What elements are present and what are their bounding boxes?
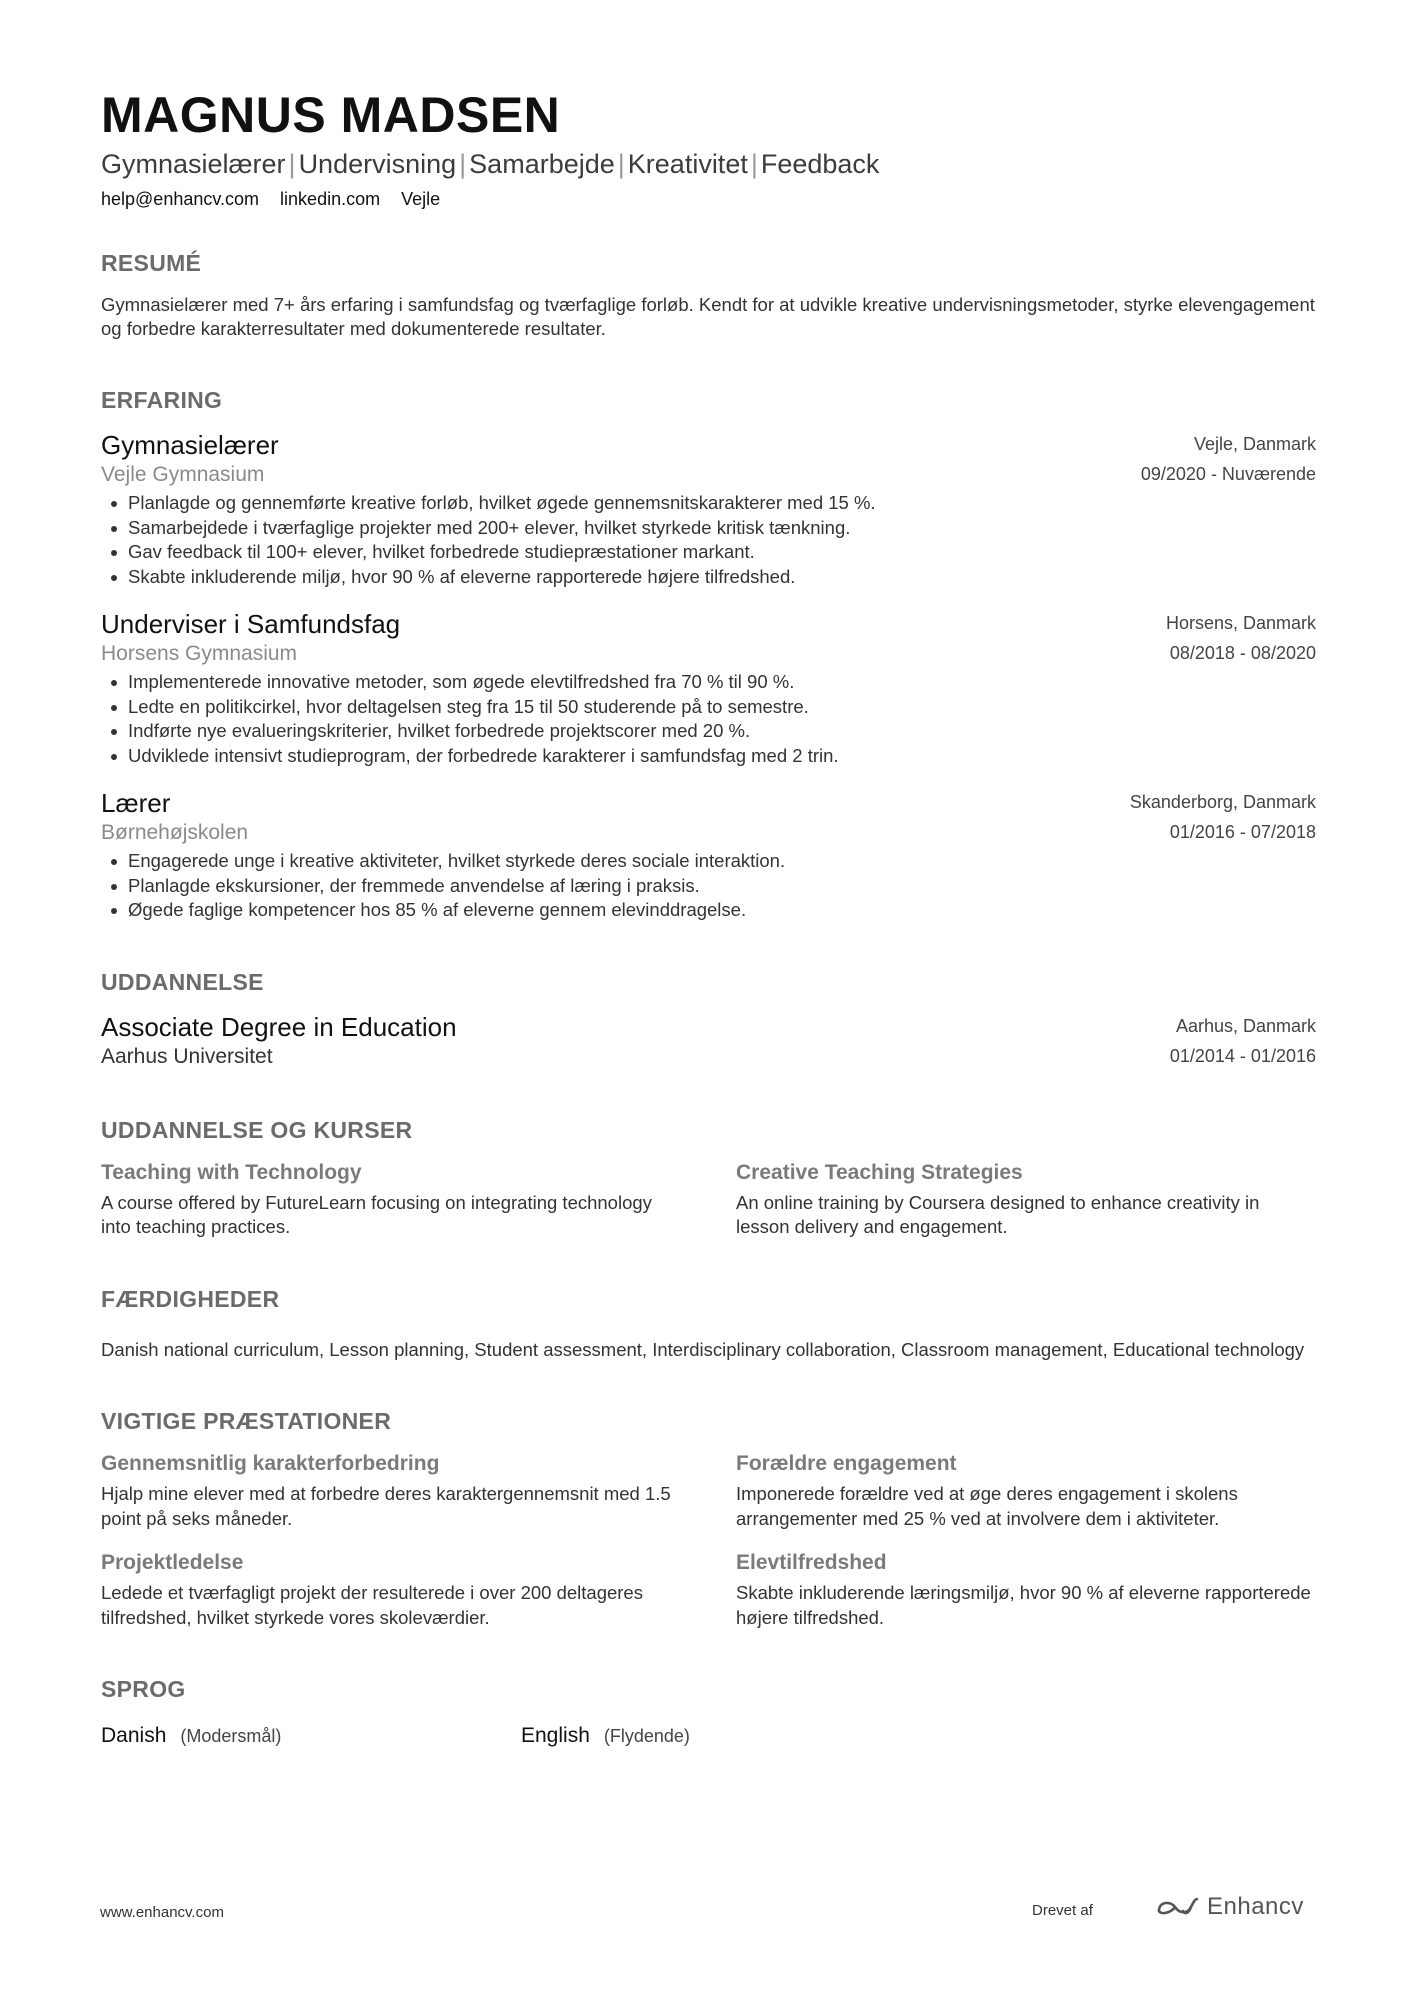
job-meta xyxy=(1141,429,1316,489)
languages-section xyxy=(101,1674,1316,1750)
education-meta xyxy=(1170,1011,1316,1071)
footer-powered-by: Drevet af xyxy=(1032,1902,1093,1919)
section-title: ERFARING xyxy=(101,387,223,413)
course-title: Teaching with Technology xyxy=(101,1160,362,1184)
skills-list: Danish national curriculum, Lesson planning, Student assessment, Interdisciplinary collaboration, Classroom management, Educational technology xyxy=(101,1338,1305,1360)
bullet-item: Skabte inkluderende miljø, hvor 90 % af eleverne rapporterede højere tilfredshed. xyxy=(101,565,1316,590)
job-dates: 09/2020 - Nuværende xyxy=(1140,464,1316,484)
achievement-item xyxy=(101,1549,681,1630)
education-entry xyxy=(101,1011,1316,1071)
job-company: Horsens Gymnasium xyxy=(101,642,298,665)
tagline-separator: | xyxy=(750,149,758,179)
job-location: Vejle, Danmark xyxy=(1193,434,1316,454)
bullet-item: Planlagde ekskursioner, der fremmede anvendelse af læring i praksis. xyxy=(101,874,1316,899)
enhancv-logo-text: Enhancv xyxy=(1207,1893,1304,1920)
tagline-item: Feedback xyxy=(760,149,880,179)
achievement-description: Hjalp mine elever med at forbedre deres karaktergennemsnit med 1.5 point på seks måneder. xyxy=(101,1483,671,1529)
job-dates: 08/2018 - 08/2020 xyxy=(1169,643,1316,663)
achievement-item xyxy=(101,1450,681,1531)
skills-section xyxy=(101,1284,1316,1363)
tagline-separator: | xyxy=(459,149,467,179)
course-item xyxy=(736,1159,1316,1240)
tagline-separator: | xyxy=(617,149,625,179)
course-title: Creative Teaching Strategies xyxy=(736,1160,1023,1184)
achievement-title: Gennemsnitlig karakterforbedring xyxy=(101,1452,440,1475)
bullet-item: Gav feedback til 100+ elever, hvilket forbedrede studiepræstationer markant. xyxy=(101,540,1316,565)
tagline-item: Samarbejde xyxy=(469,149,615,179)
linkedin-link[interactable]: linkedin.com xyxy=(280,189,381,209)
achievement-title: Forældre engagement xyxy=(736,1452,957,1475)
achievements-section xyxy=(101,1406,1316,1630)
tagline-item: Undervisning xyxy=(298,149,457,179)
bullet-item: Indførte nye evalueringskriterier, hvilket forbedrede projektscorer med 20 %. xyxy=(101,719,1316,744)
resume-page xyxy=(101,84,1316,1750)
section-title: VIGTIGE PRÆSTATIONER xyxy=(101,1408,392,1434)
bullet-item: Engagerede unge i kreative aktiviteter, hvilket styrkede deres sociale interaktion. xyxy=(101,849,1316,874)
language-item xyxy=(101,1722,521,1750)
tagline xyxy=(101,146,1316,182)
education-section xyxy=(101,967,1316,1071)
job-entry xyxy=(101,787,1316,923)
language-level: (Modersmål) xyxy=(180,1726,282,1746)
job-location: Skanderborg, Danmark xyxy=(1129,792,1316,812)
bullet-item: Øgede faglige kompetencer hos 85 % af eleverne gennem elevinddragelse. xyxy=(101,898,1316,923)
courses-grid xyxy=(101,1159,1316,1240)
job-dates: 01/2016 - 07/2018 xyxy=(1169,822,1316,842)
contact-info xyxy=(101,186,1316,212)
job-title: Underviser i Samfundsfag xyxy=(101,609,401,639)
section-title: FÆRDIGHEDER xyxy=(101,1285,280,1312)
job-meta xyxy=(1130,787,1316,847)
job-company: Børnehøjskolen xyxy=(101,821,249,844)
job-company: Vejle Gymnasium xyxy=(101,463,265,486)
job-location: Horsens, Danmark xyxy=(1165,613,1316,633)
course-description: An online training by Coursera designed to enhance creativity in lesson delivery and engagement. xyxy=(736,1191,1260,1237)
footer-url[interactable]: www.enhancv.com xyxy=(100,1904,224,1921)
bullet-item: Udviklede intensivt studieprogram, der forbedrede karakterer i samfundsfag med 2 trin. xyxy=(101,744,1316,769)
achievement-description: Skabte inkluderende læringsmiljø, hvor 90 % af eleverne rapporterede højere tilfredshed. xyxy=(736,1582,1311,1628)
email-link[interactable]: help@enhancv.com xyxy=(101,189,260,209)
job-entry xyxy=(101,608,1316,768)
achievement-item xyxy=(736,1549,1316,1630)
job-meta xyxy=(1166,608,1316,668)
section-title: SPROG xyxy=(101,1676,186,1702)
achievement-title: Projektledelse xyxy=(101,1551,244,1574)
tagline-item: Gymnasielærer xyxy=(101,149,286,179)
achievement-description: Ledede et tværfagligt projekt der resulterede i over 200 deltageres tilfredshed, hvilket styrkede vores skoleværdier. xyxy=(101,1582,643,1628)
language-name: Danish xyxy=(101,1724,167,1747)
job-entry xyxy=(101,429,1316,589)
tagline-item: Kreativitet xyxy=(627,149,748,179)
enhancv-logo[interactable] xyxy=(1153,1893,1304,1921)
job-bullets xyxy=(101,491,1316,589)
resume-header xyxy=(101,84,1316,212)
achievement-item xyxy=(736,1450,1316,1531)
section-title: UDDANNELSE OG KURSER xyxy=(101,1116,413,1143)
location-text: Vejle xyxy=(401,189,441,209)
summary-section xyxy=(101,248,1316,341)
section-title: UDDANNELSE xyxy=(101,968,264,995)
tagline-separator: | xyxy=(288,149,296,179)
achievements-grid xyxy=(101,1450,1316,1630)
job-title: Gymnasielærer xyxy=(101,430,279,460)
degree-title: Associate Degree in Education xyxy=(101,1011,457,1042)
job-title: Lærer xyxy=(101,788,171,818)
achievements-row xyxy=(101,1549,1316,1630)
language-item xyxy=(521,1722,941,1750)
experience-section xyxy=(101,385,1316,923)
achievement-title: Elevtilfredshed xyxy=(736,1551,887,1574)
language-level: (Flydende) xyxy=(603,1726,690,1746)
school-name: Aarhus Universitet xyxy=(101,1044,273,1068)
language-name: English xyxy=(521,1724,590,1747)
course-description: A course offered by FutureLearn focusing on integrating technology into teaching practices. xyxy=(101,1191,652,1237)
courses-section xyxy=(101,1115,1316,1240)
job-bullets xyxy=(101,849,1316,923)
bullet-item: Planlagde og gennemførte kreative forløb, hvilket øgede gennemsnitskarakterer med 15 %. xyxy=(101,491,1316,516)
summary-text: Gymnasielærer med 7+ års erfaring i samfundsfag og tværfaglige forløb. Kendt for at udvikle kreative undervisningsmetoder, styrke elevengagement og forbedre karakterresultater med dokumenterede resultater. xyxy=(101,294,1315,339)
section-title: RESUMÉ xyxy=(101,250,202,276)
course-item xyxy=(101,1159,681,1240)
enhancv-logo-icon xyxy=(1153,1893,1201,1921)
bullet-item: Implementerede innovative metoder, som øgede elevtilfredshed fra 70 % til 90 %. xyxy=(101,670,1316,695)
languages-list xyxy=(101,1722,1316,1750)
job-bullets xyxy=(101,670,1316,768)
bullet-item: Ledte en politikcirkel, hvor deltagelsen steg fra 15 til 50 studerende på to semestre. xyxy=(101,695,1316,720)
achievements-row xyxy=(101,1450,1316,1531)
education-dates: 01/2014 - 01/2016 xyxy=(1169,1045,1316,1066)
education-location: Aarhus, Danmark xyxy=(1175,1015,1316,1036)
bullet-item: Samarbejdede i tværfaglige projekter med 200+ elever, hvilket styrkede kritisk tænkning. xyxy=(101,516,1316,541)
achievement-description: Imponerede forældre ved at øge deres engagement i skolens arrangementer med 25 % ved at involvere dem i aktiviteter. xyxy=(736,1483,1238,1529)
candidate-name: MAGNUS MADSEN xyxy=(101,87,561,143)
